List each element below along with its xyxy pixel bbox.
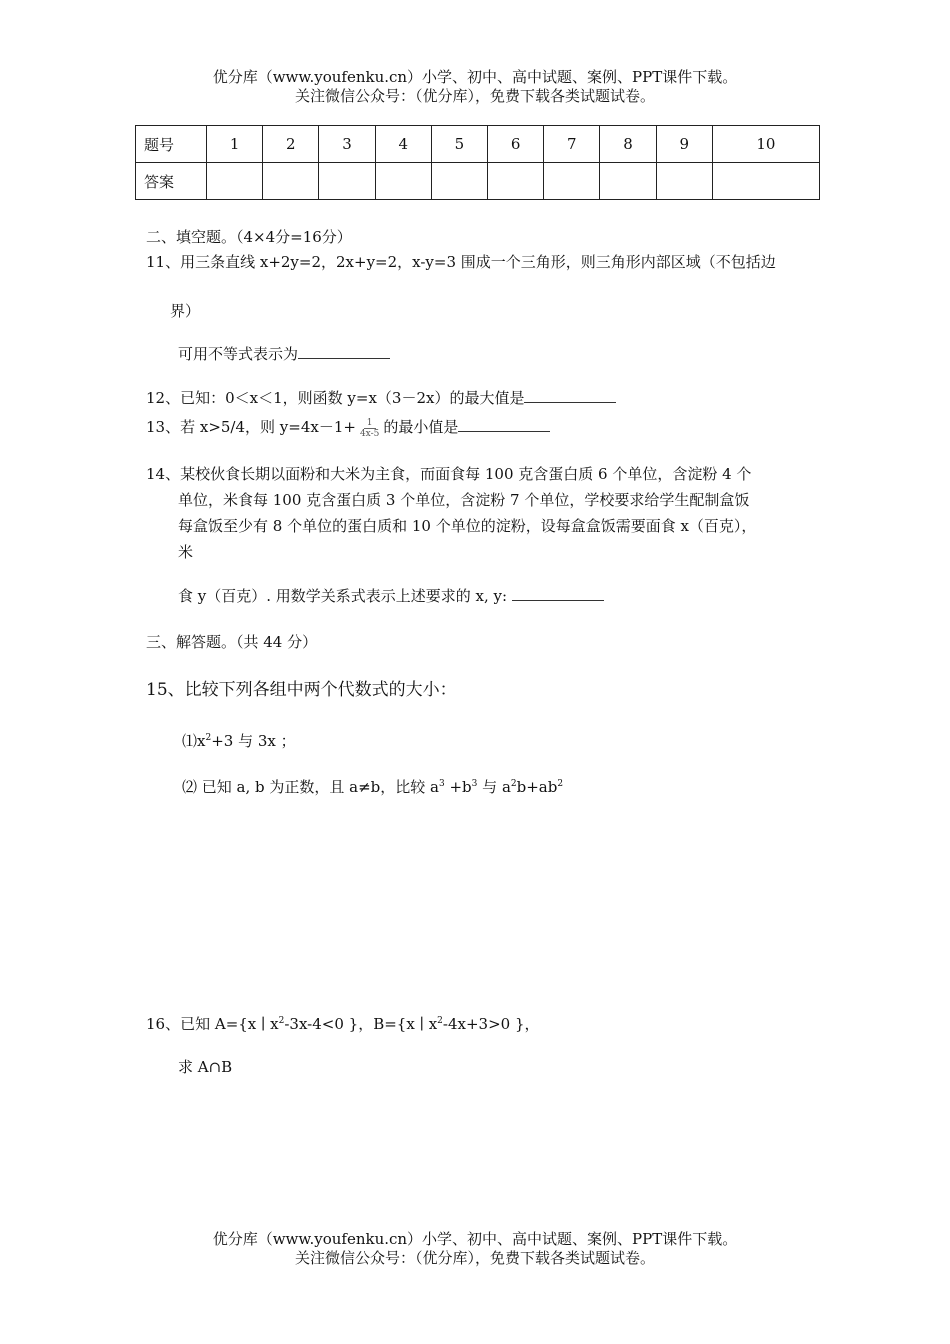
question-14-text: 食 y（百克）. 用数学关系式表示上述要求的 x, y: xyxy=(178,587,508,605)
question-14-line-5 xyxy=(178,585,604,607)
superscript: 2 xyxy=(437,1016,443,1026)
answer-cell xyxy=(544,163,600,200)
footer-line-2: 关注微信公众号：（优分库），免费下载各类试题试卷。 xyxy=(294,1249,655,1267)
answer-cell xyxy=(656,163,712,200)
answer-cell xyxy=(600,163,656,200)
answer-cell xyxy=(431,163,487,200)
question-11-line-3 xyxy=(178,343,390,365)
question-12 xyxy=(146,387,616,409)
question-13 xyxy=(146,416,550,439)
answer-cell xyxy=(712,163,819,200)
question-13-pre: 13、若 x>5/4，则 y=4x－1+ xyxy=(146,418,356,436)
question-11-line-2: 界） xyxy=(170,302,201,320)
q15-1-text-a: ⑴x xyxy=(182,732,206,750)
question-number-cell: 9 xyxy=(656,126,712,163)
question-number-cell: 4 xyxy=(375,126,431,163)
question-11-line-1: 11、用三条直线 x+2y=2，2x+y=2，x-y=3 围成一个三角形，则三角形内部区域（不包括边 xyxy=(146,253,776,271)
question-11-blank xyxy=(298,344,390,359)
question-15-part-2 xyxy=(182,773,563,798)
header-line-1: 优分库（www.youfenku.cn）小学、初中、高中试题、案例、PPT课件下载。 xyxy=(212,68,738,86)
q15-2-text-b: +b xyxy=(444,778,472,796)
answer-cell xyxy=(488,163,544,200)
question-number-label: 题号 xyxy=(136,126,207,163)
question-13-fraction xyxy=(360,418,379,439)
question-15: 15、比较下列各组中两个代数式的大小： xyxy=(146,680,457,700)
q15-2-text-a: ⑵ 已知 a, b 为正数，且 a≠b，比较 a xyxy=(182,778,439,796)
question-14-line-2: 单位，米食每 100 克含蛋白质 3 个单位，含淀粉 7 个单位，学校要求给学生配制盒饭 xyxy=(178,491,750,509)
question-12-text: 12、已知：0＜x＜1，则函数 y=x（3－2x）的最大值是 xyxy=(146,389,525,407)
question-number-cell: 6 xyxy=(488,126,544,163)
answer-cell xyxy=(207,163,263,200)
q15-2-text-c: 与 a xyxy=(477,778,511,796)
answer-cell xyxy=(375,163,431,200)
question-number-cell: 1 xyxy=(207,126,263,163)
answer-cell xyxy=(319,163,375,200)
answer-table xyxy=(135,125,820,200)
q16-text-b: -3x-4<0 }，B={x ∣ x xyxy=(284,1015,438,1033)
question-number-cell: 2 xyxy=(263,126,319,163)
q16-text-c: -4x+3>0 }， xyxy=(442,1015,540,1033)
header-line-2: 关注微信公众号：（优分库），免费下载各类试题试卷。 xyxy=(294,87,655,105)
question-12-blank xyxy=(524,388,616,403)
question-number-cell: 10 xyxy=(712,126,819,163)
page-footer xyxy=(0,1230,950,1268)
question-14-line-3: 每盒饭至少有 8 个单位的蛋白质和 10 个单位的淀粉，设每盒盒饭需要面食 x（百克）， xyxy=(178,517,757,535)
fraction-denominator: 4x-5 xyxy=(359,428,380,439)
question-14-line-1: 14、某校伙食长期以面粉和大米为主食，而面食每 100 克含蛋白质 6 个单位，含淀粉 4 个 xyxy=(146,465,752,483)
question-number-cell: 7 xyxy=(544,126,600,163)
superscript: 3 xyxy=(471,779,478,789)
answer-row xyxy=(136,163,820,200)
question-number-cell: 3 xyxy=(319,126,375,163)
superscript: 2 xyxy=(510,779,517,789)
superscript: 2 xyxy=(205,733,212,743)
superscript: 2 xyxy=(278,1016,285,1026)
question-number-cell: 8 xyxy=(600,126,656,163)
answer-label: 答案 xyxy=(136,163,207,200)
page-header xyxy=(0,68,950,106)
question-16-line-2: 求 A∩B xyxy=(178,1058,233,1076)
question-14-line-4: 米 xyxy=(178,543,194,561)
question-13-post: 的最小值是 xyxy=(383,418,459,436)
section-3-title: 三、解答题。（共 44 分） xyxy=(146,633,318,651)
q15-2-text-d: b+ab xyxy=(516,778,558,796)
q16-text-a: 16、已知 A={x ∣ x xyxy=(146,1015,279,1033)
question-14-blank xyxy=(512,586,604,601)
q15-1-text-b: +3 与 3x ； xyxy=(211,732,296,750)
question-15-part-1 xyxy=(182,727,296,752)
superscript: 2 xyxy=(557,779,564,789)
question-number-cell: 5 xyxy=(431,126,487,163)
question-11-text: 可用不等式表示为 xyxy=(178,345,299,363)
question-16 xyxy=(146,1010,540,1035)
section-2-title: 二、填空题。（4×4分=16分） xyxy=(146,228,352,246)
question-number-row xyxy=(136,126,820,163)
question-13-blank xyxy=(458,417,550,432)
question-14 xyxy=(146,461,756,565)
footer-line-1: 优分库（www.youfenku.cn）小学、初中、高中试题、案例、PPT课件下载。 xyxy=(212,1230,738,1248)
answer-cell xyxy=(263,163,319,200)
superscript: 3 xyxy=(438,779,445,789)
fraction-numerator: 1 xyxy=(364,418,376,429)
